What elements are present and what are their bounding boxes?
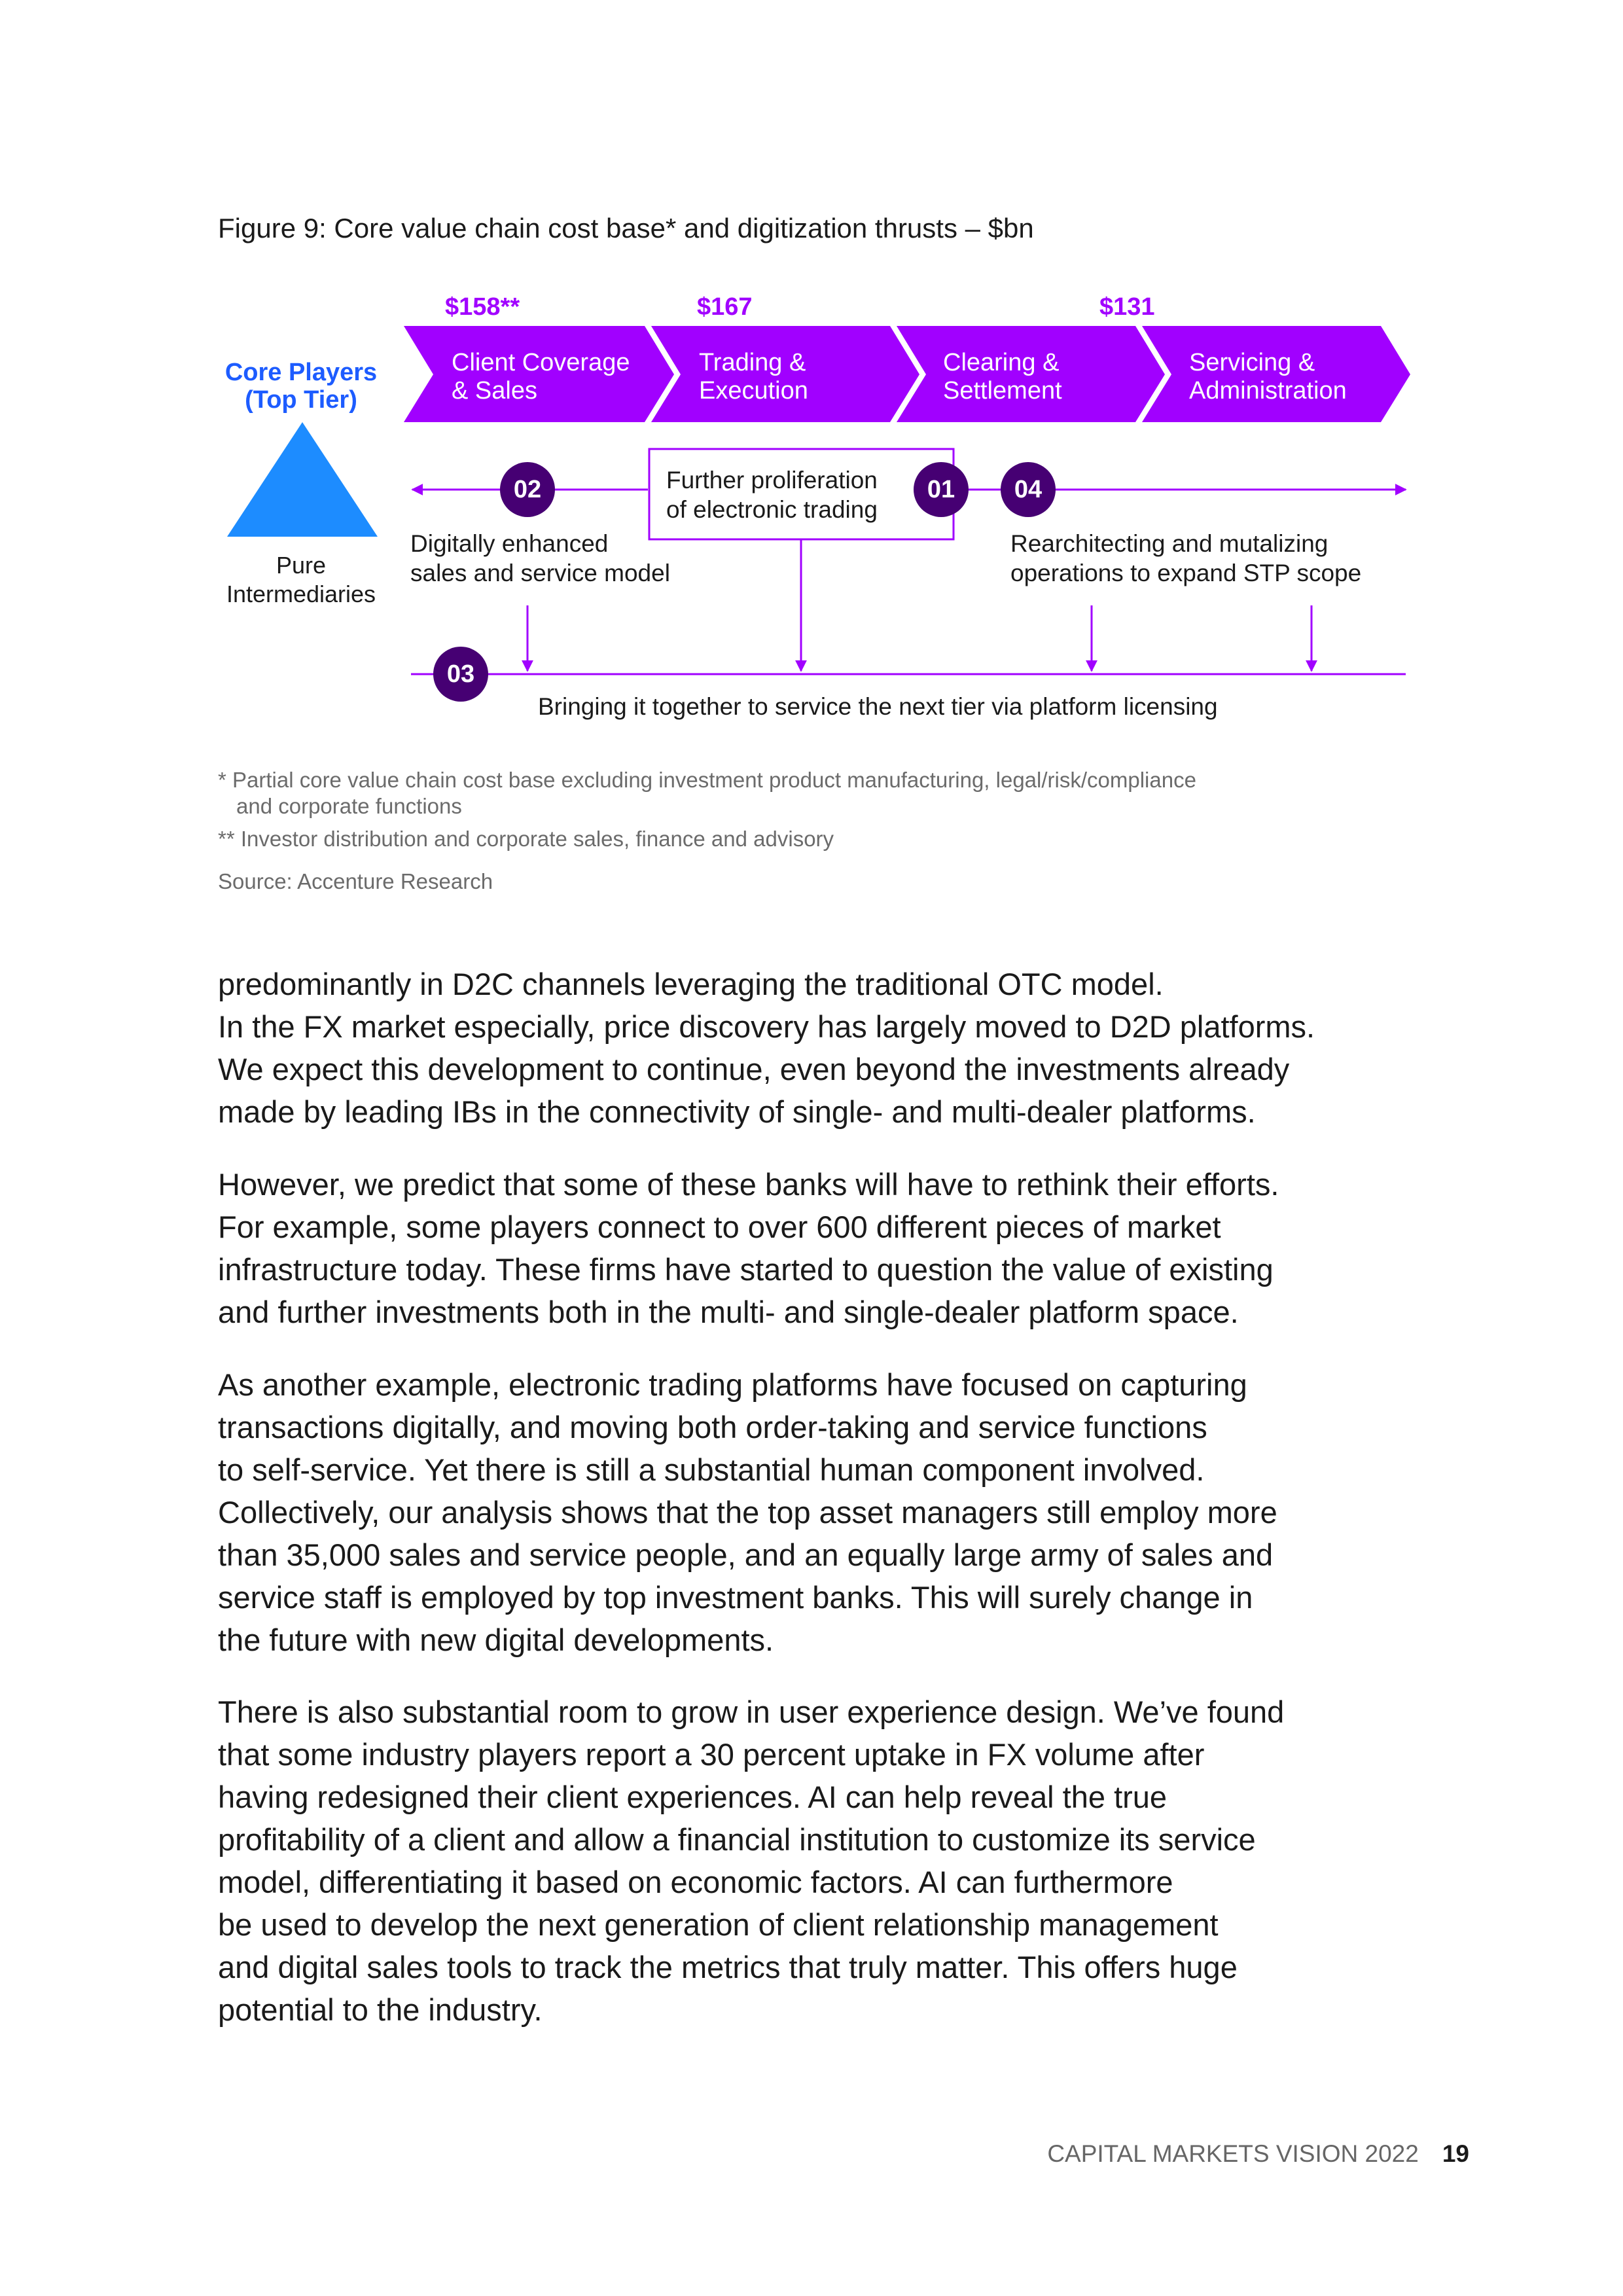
thrust-02-badge: 02: [500, 462, 555, 517]
segment-trading-label: Trading & Execution: [699, 349, 808, 404]
figure-title: Figure 9: Core value chain cost base* and digitization thrusts – $bn: [218, 213, 1034, 243]
core-players-label: Core Players (Top Tier): [224, 359, 378, 414]
cost-client-coverage: $158**: [445, 293, 520, 321]
footnote-1: * Partial core value chain cost base excluding investment product manufacturing, legal/risk/compliance and corporate functions: [218, 768, 1196, 818]
footer-title: CAPITAL MARKETS VISION 2022: [1047, 2140, 1419, 2167]
thrust-01-badge: 01: [914, 462, 969, 517]
thrust-02-text: Digitally enhanced sales and service model: [410, 530, 670, 586]
thrust-03-text: Bringing it together to service the next tier via platform licensing: [538, 693, 1218, 720]
page-number: 19: [1442, 2140, 1469, 2167]
thrust-04-text: Rearchitecting and mutalizing operations to expand STP scope: [1010, 530, 1362, 586]
segment-client-coverage-label: Client Coverage & Sales: [452, 349, 630, 404]
cost-trading: $167: [697, 293, 753, 321]
paragraph-3: As another example, electronic trading platforms have focused on capturing transactions digitally, and moving both order-taking and service functions to self-service. Yet there is still a substantial human component involved. Collectively, our analysis shows that the top asset managers still employ more than 35,000 sales and service people, and an equally large army of sales and service staff is employed by top investment banks. This will surely change in the future with new digital developments.: [218, 1367, 1277, 1657]
cost-servicing: $131: [1099, 293, 1155, 321]
source-note: Source: Accenture Research: [218, 869, 493, 893]
thrust-04-badge: 04: [1001, 462, 1056, 517]
paragraph-2: However, we predict that some of these banks will have to rethink their efforts. For example, some players connect to over 600 different pieces of market infrastructure today. These firms have started to question the value of existing and further investments both in the multi- and single-dealer platform space.: [218, 1167, 1279, 1329]
segment-clearing-label: Clearing & Settlement: [943, 349, 1062, 404]
page-footer: [1047, 2140, 1469, 2168]
thrust-01-text: Further proliferation of electronic trading: [666, 467, 878, 523]
paragraph-4: There is also substantial room to grow in user experience design. We’ve found that some industry players report a 30 percent uptake in FX volume after having redesigned their client experiences. AI can help reveal the true profitability of a client and allow a financial institution to customize its service model, differentiating it based on economic factors. AI can furthermore be used to develop the next generation of client relationship management and digital sales tools to track the metrics that truly matter. This offers huge potential to the industry.: [218, 1695, 1285, 2027]
paragraph-1: predominantly in D2C channels leveraging the traditional OTC model. In the FX market especially, price discovery has largely moved to D2D platforms. We expect this development to continue, even beyond the investments already made by leading IBs in the connectivity of single- and multi-dealer platforms.: [218, 967, 1315, 1129]
pure-intermediaries-label: Pure Intermediaries: [226, 552, 376, 607]
thrust-03-badge: 03: [433, 647, 488, 702]
segment-servicing-label: Servicing & Administration: [1189, 349, 1347, 404]
core-players-triangle: [227, 422, 378, 537]
footnote-2: ** Investor distribution and corporate sales, finance and advisory: [218, 827, 834, 851]
